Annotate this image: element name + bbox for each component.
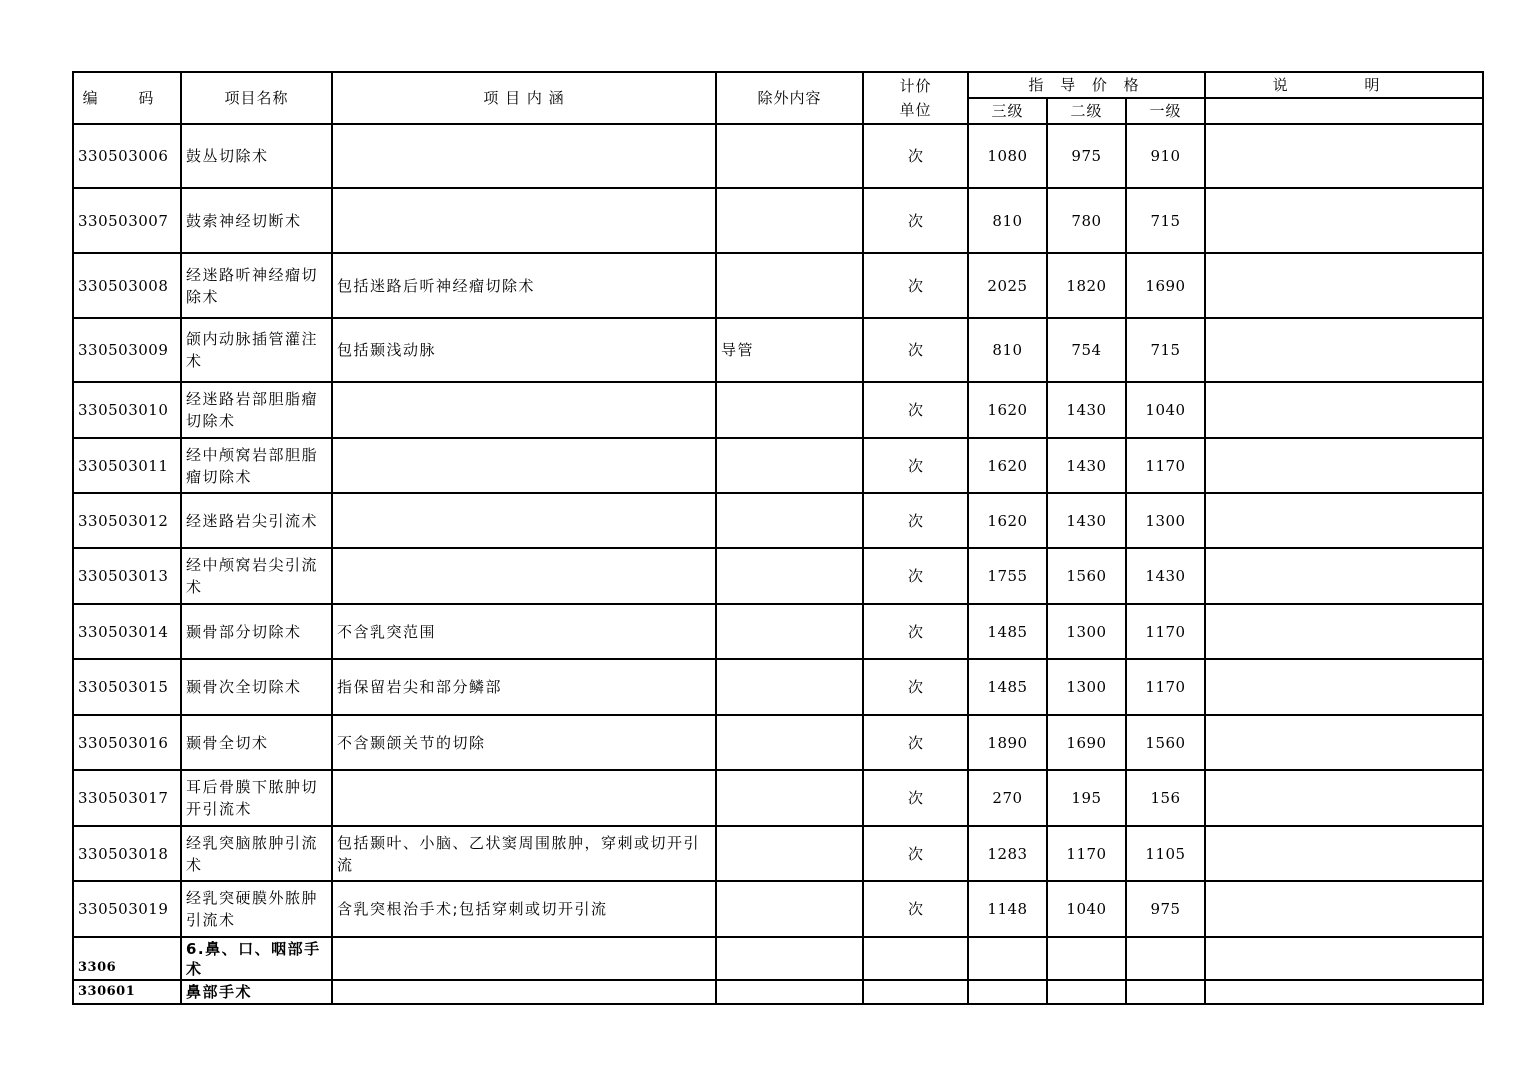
price-level1: 1040 <box>1126 382 1205 438</box>
item-name: 颞骨次全切除术 <box>181 659 332 715</box>
price-level2: 1430 <box>1047 493 1126 548</box>
item-name: 经迷路岩部胆脂瘤切除术 <box>181 382 332 438</box>
price-level3: 1148 <box>968 881 1047 937</box>
price-level2: 780 <box>1047 188 1126 253</box>
price-level3: 270 <box>968 770 1047 826</box>
item-code: 330503006 <box>73 124 181 188</box>
price-level3: 2025 <box>968 253 1047 318</box>
price-level2: 195 <box>1047 770 1126 826</box>
item-name: 经乳突硬膜外脓肿引流术 <box>181 881 332 937</box>
table-row <box>73 715 1483 770</box>
price-level3: 1890 <box>968 715 1047 770</box>
section-blank-level3 <box>968 937 1047 980</box>
header-row-1 <box>73 72 1483 98</box>
item-note <box>1205 438 1483 493</box>
price-level2: 975 <box>1047 124 1126 188</box>
price-table <box>72 71 1484 1005</box>
section-blank-excluded <box>716 980 863 1004</box>
item-unit: 次 <box>863 382 968 438</box>
section-name: 6.鼻、口、咽部手术 <box>181 937 332 980</box>
price-level3: 810 <box>968 188 1047 253</box>
price-level2: 1690 <box>1047 715 1126 770</box>
item-note <box>1205 548 1483 604</box>
item-excluded: 导管 <box>716 318 863 382</box>
item-note <box>1205 826 1483 881</box>
item-excluded <box>716 770 863 826</box>
section-blank-level2 <box>1047 980 1126 1004</box>
item-code: 330503014 <box>73 604 181 659</box>
section-blank-excluded <box>716 937 863 980</box>
item-excluded <box>716 715 863 770</box>
header-code: 编 码 <box>73 72 181 124</box>
item-note <box>1205 770 1483 826</box>
table-row <box>73 659 1483 715</box>
item-code: 330503015 <box>73 659 181 715</box>
item-unit: 次 <box>863 253 968 318</box>
item-unit: 次 <box>863 659 968 715</box>
price-level3: 1485 <box>968 604 1047 659</box>
section-name: 鼻部手术 <box>181 980 332 1004</box>
section-blank-content <box>332 980 716 1004</box>
section-blank-unit <box>863 937 968 980</box>
item-unit: 次 <box>863 318 968 382</box>
item-content: 包括迷路后听神经瘤切除术 <box>332 253 716 318</box>
item-excluded <box>716 826 863 881</box>
item-name: 经迷路岩尖引流术 <box>181 493 332 548</box>
price-level2: 754 <box>1047 318 1126 382</box>
item-excluded <box>716 881 863 937</box>
item-unit: 次 <box>863 124 968 188</box>
price-level3: 1620 <box>968 493 1047 548</box>
price-level1: 715 <box>1126 318 1205 382</box>
price-level1: 1300 <box>1126 493 1205 548</box>
section-blank-level3 <box>968 980 1047 1004</box>
item-name: 经乳突脑脓肿引流术 <box>181 826 332 881</box>
item-content <box>332 188 716 253</box>
item-code: 330503010 <box>73 382 181 438</box>
header-unit-bottom: 单位 <box>899 101 932 119</box>
item-code: 330503019 <box>73 881 181 937</box>
header-unit-top: 计价 <box>899 77 932 95</box>
table-row <box>73 881 1483 937</box>
item-content <box>332 493 716 548</box>
item-note <box>1205 715 1483 770</box>
section-row <box>73 937 1483 980</box>
table-row <box>73 253 1483 318</box>
header-notes-blank <box>1205 98 1483 124</box>
item-content <box>332 382 716 438</box>
table-row <box>73 124 1483 188</box>
item-note <box>1205 124 1483 188</box>
header-level1: 一级 <box>1126 98 1205 124</box>
item-content: 包括颞叶、小脑、乙状窦周围脓肿，穿刺或切开引流 <box>332 826 716 881</box>
table-row <box>73 438 1483 493</box>
header-price-group: 指 导 价 格 <box>968 72 1205 98</box>
price-level3: 1755 <box>968 548 1047 604</box>
item-excluded <box>716 604 863 659</box>
section-blank-note <box>1205 980 1483 1004</box>
price-level3: 1620 <box>968 438 1047 493</box>
item-content: 不含乳突范围 <box>332 604 716 659</box>
item-content <box>332 124 716 188</box>
header-name: 项目名称 <box>181 72 332 124</box>
price-level1: 715 <box>1126 188 1205 253</box>
price-level3: 1620 <box>968 382 1047 438</box>
section-blank-level1 <box>1126 980 1205 1004</box>
price-level1: 1170 <box>1126 604 1205 659</box>
section-blank-level1 <box>1126 937 1205 980</box>
header-level2: 二级 <box>1047 98 1126 124</box>
price-level3: 1283 <box>968 826 1047 881</box>
item-code: 330503009 <box>73 318 181 382</box>
item-unit: 次 <box>863 770 968 826</box>
price-level2: 1170 <box>1047 826 1126 881</box>
price-level3: 810 <box>968 318 1047 382</box>
price-level3: 1080 <box>968 124 1047 188</box>
item-content: 不含颞颌关节的切除 <box>332 715 716 770</box>
item-excluded <box>716 493 863 548</box>
price-level1: 1560 <box>1126 715 1205 770</box>
section-blank-level2 <box>1047 937 1126 980</box>
item-name: 鼓丛切除术 <box>181 124 332 188</box>
item-note <box>1205 188 1483 253</box>
item-code: 330503008 <box>73 253 181 318</box>
item-content <box>332 770 716 826</box>
price-level1: 910 <box>1126 124 1205 188</box>
price-level2: 1820 <box>1047 253 1126 318</box>
section-code: 3306 <box>73 937 181 980</box>
item-note <box>1205 604 1483 659</box>
item-content: 含乳突根治手术;包括穿刺或切开引流 <box>332 881 716 937</box>
price-level2: 1300 <box>1047 659 1126 715</box>
item-name: 耳后骨膜下脓肿切开引流术 <box>181 770 332 826</box>
header-level3: 三级 <box>968 98 1047 124</box>
item-content <box>332 548 716 604</box>
item-note <box>1205 659 1483 715</box>
price-level2: 1300 <box>1047 604 1126 659</box>
price-level1: 1170 <box>1126 438 1205 493</box>
item-code: 330503016 <box>73 715 181 770</box>
item-excluded <box>716 548 863 604</box>
item-code: 330503007 <box>73 188 181 253</box>
header-unit <box>863 72 968 124</box>
item-name: 颞骨全切术 <box>181 715 332 770</box>
item-code: 330503012 <box>73 493 181 548</box>
item-code: 330503013 <box>73 548 181 604</box>
item-content <box>332 438 716 493</box>
section-row <box>73 980 1483 1004</box>
item-excluded <box>716 382 863 438</box>
price-level2: 1560 <box>1047 548 1126 604</box>
item-excluded <box>716 659 863 715</box>
item-name: 经迷路听神经瘤切除术 <box>181 253 332 318</box>
table-row <box>73 826 1483 881</box>
price-level1: 975 <box>1126 881 1205 937</box>
header-excluded: 除外内容 <box>716 72 863 124</box>
item-content: 包括颞浅动脉 <box>332 318 716 382</box>
price-level1: 1105 <box>1126 826 1205 881</box>
price-level2: 1040 <box>1047 881 1126 937</box>
item-name: 经中颅窝岩部胆脂瘤切除术 <box>181 438 332 493</box>
item-note <box>1205 318 1483 382</box>
table-row <box>73 382 1483 438</box>
item-unit: 次 <box>863 188 968 253</box>
table-row <box>73 770 1483 826</box>
table-row <box>73 188 1483 253</box>
table-row <box>73 493 1483 548</box>
header-content: 项 目 内 涵 <box>332 72 716 124</box>
item-code: 330503017 <box>73 770 181 826</box>
section-blank-note <box>1205 937 1483 980</box>
price-level1: 156 <box>1126 770 1205 826</box>
item-unit: 次 <box>863 548 968 604</box>
price-level2: 1430 <box>1047 438 1126 493</box>
item-unit: 次 <box>863 493 968 548</box>
item-note <box>1205 253 1483 318</box>
item-name: 颌内动脉插管灌注术 <box>181 318 332 382</box>
item-note <box>1205 382 1483 438</box>
item-code: 330503011 <box>73 438 181 493</box>
item-unit: 次 <box>863 438 968 493</box>
item-unit: 次 <box>863 881 968 937</box>
item-unit: 次 <box>863 715 968 770</box>
price-level1: 1170 <box>1126 659 1205 715</box>
table-row <box>73 548 1483 604</box>
section-code: 330601 <box>73 980 181 1004</box>
item-unit: 次 <box>863 604 968 659</box>
item-name: 经中颅窝岩尖引流术 <box>181 548 332 604</box>
item-note <box>1205 493 1483 548</box>
price-level1: 1690 <box>1126 253 1205 318</box>
header-notes: 说 明 <box>1205 72 1483 98</box>
item-unit: 次 <box>863 826 968 881</box>
item-excluded <box>716 253 863 318</box>
section-blank-content <box>332 937 716 980</box>
price-level2: 1430 <box>1047 382 1126 438</box>
price-level3: 1485 <box>968 659 1047 715</box>
item-excluded <box>716 188 863 253</box>
item-note <box>1205 881 1483 937</box>
table-row <box>73 604 1483 659</box>
item-code: 330503018 <box>73 826 181 881</box>
item-name: 颞骨部分切除术 <box>181 604 332 659</box>
table-row <box>73 318 1483 382</box>
item-excluded <box>716 438 863 493</box>
price-level1: 1430 <box>1126 548 1205 604</box>
section-blank-unit <box>863 980 968 1004</box>
item-content: 指保留岩尖和部分鳞部 <box>332 659 716 715</box>
item-excluded <box>716 124 863 188</box>
item-name: 鼓索神经切断术 <box>181 188 332 253</box>
